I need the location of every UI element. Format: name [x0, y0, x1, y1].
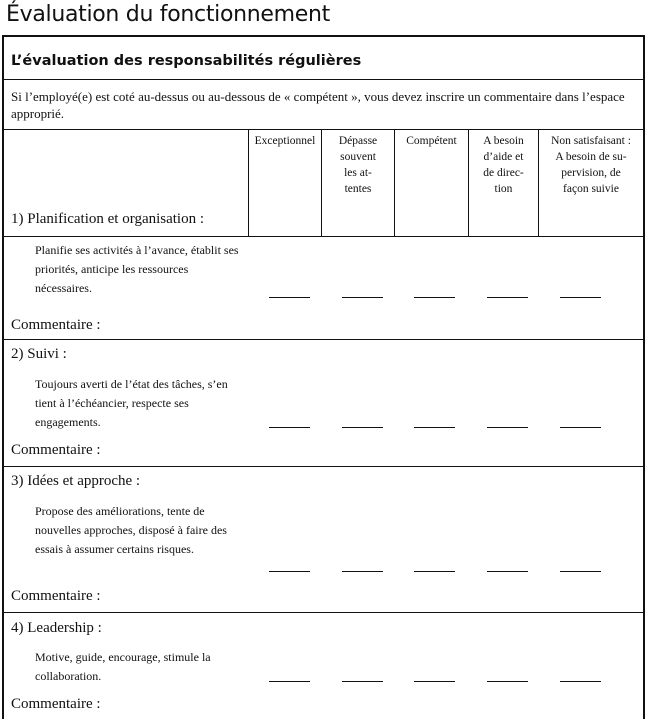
comment-label: Commentaire : [11, 442, 101, 458]
column-header-exceptionnel: Exceptionnel [254, 135, 316, 147]
column-header-depasse-attentes: Dépasse souvent les at- tentes [338, 135, 378, 195]
rating-blank-depasse-attentes[interactable] [342, 297, 383, 298]
rating-blank-non-satisfaisant[interactable] [560, 681, 601, 682]
rating-blank-non-satisfaisant[interactable] [560, 427, 601, 428]
rating-blank-besoin-aide[interactable] [487, 571, 528, 572]
rating-blank-exceptionnel[interactable] [269, 297, 310, 298]
rating-blank-exceptionnel[interactable] [269, 681, 310, 682]
rating-blank-competent[interactable] [414, 571, 455, 572]
criterion-description: Propose des améliorations, tente de nouvelles approches, disposé à faire des essais à assumer certains risques. [35, 504, 227, 556]
section-title: L’évaluation des responsabilités régulières [11, 53, 362, 69]
rating-blank-non-satisfaisant[interactable] [560, 297, 601, 298]
criterion-divider [4, 466, 643, 467]
rating-blank-besoin-aide[interactable] [487, 297, 528, 298]
rating-blank-exceptionnel[interactable] [269, 571, 310, 572]
criterion-divider [4, 339, 643, 340]
comment-label: Commentaire : [11, 588, 101, 604]
criterion-description: Planifie ses activités à l’avance, établit ses priorités, anticipe les ressources nécessaires. [35, 243, 239, 295]
rating-blank-competent[interactable] [414, 297, 455, 298]
rating-blank-depasse-attentes[interactable] [342, 681, 383, 682]
column-header-non-satisfaisant: Non satisfaisant : A besoin de su- pervision, de façon suivie [551, 135, 631, 195]
comment-label: Commentaire : [11, 317, 101, 333]
rating-blank-non-satisfaisant[interactable] [560, 571, 601, 572]
rating-blank-competent[interactable] [414, 681, 455, 682]
rating-blank-besoin-aide[interactable] [487, 681, 528, 682]
criterion-title: 2) Suivi : [11, 346, 67, 362]
column-header-besoin-aide: A besoin d’aide et de direc- tion [483, 135, 524, 195]
rating-blank-depasse-attentes[interactable] [342, 427, 383, 428]
rating-blank-depasse-attentes[interactable] [342, 571, 383, 572]
criterion-title: 1) Planification et organisation : [11, 211, 205, 227]
rating-blank-besoin-aide[interactable] [487, 427, 528, 428]
section-header [4, 37, 643, 80]
column-header-competent: Compétent [406, 135, 457, 147]
header-top-border [4, 129, 643, 130]
instructions-text: Si l’employé(e) est coté au-dessus ou au-dessous de « compétent », vous devez inscrire un commentaire dans l’espace approprié. [11, 89, 625, 121]
evaluation-form [2, 35, 645, 719]
criterion-divider [4, 612, 643, 613]
header-bottom-border [4, 236, 643, 237]
criterion-description: Motive, guide, encourage, stimule la collaboration. [35, 650, 211, 683]
comment-label: Commentaire : [11, 696, 101, 712]
criterion-description: Toujours averti de l’état des tâches, s’en tient à l’échéancier, respecte ses engagements. [35, 377, 228, 429]
page-title: Évaluation du fonctionnement [6, 2, 330, 27]
rating-blank-exceptionnel[interactable] [269, 427, 310, 428]
criterion-title: 4) Leadership : [11, 620, 102, 636]
rating-blank-competent[interactable] [414, 427, 455, 428]
criterion-title: 3) Idées et approche : [11, 473, 141, 489]
